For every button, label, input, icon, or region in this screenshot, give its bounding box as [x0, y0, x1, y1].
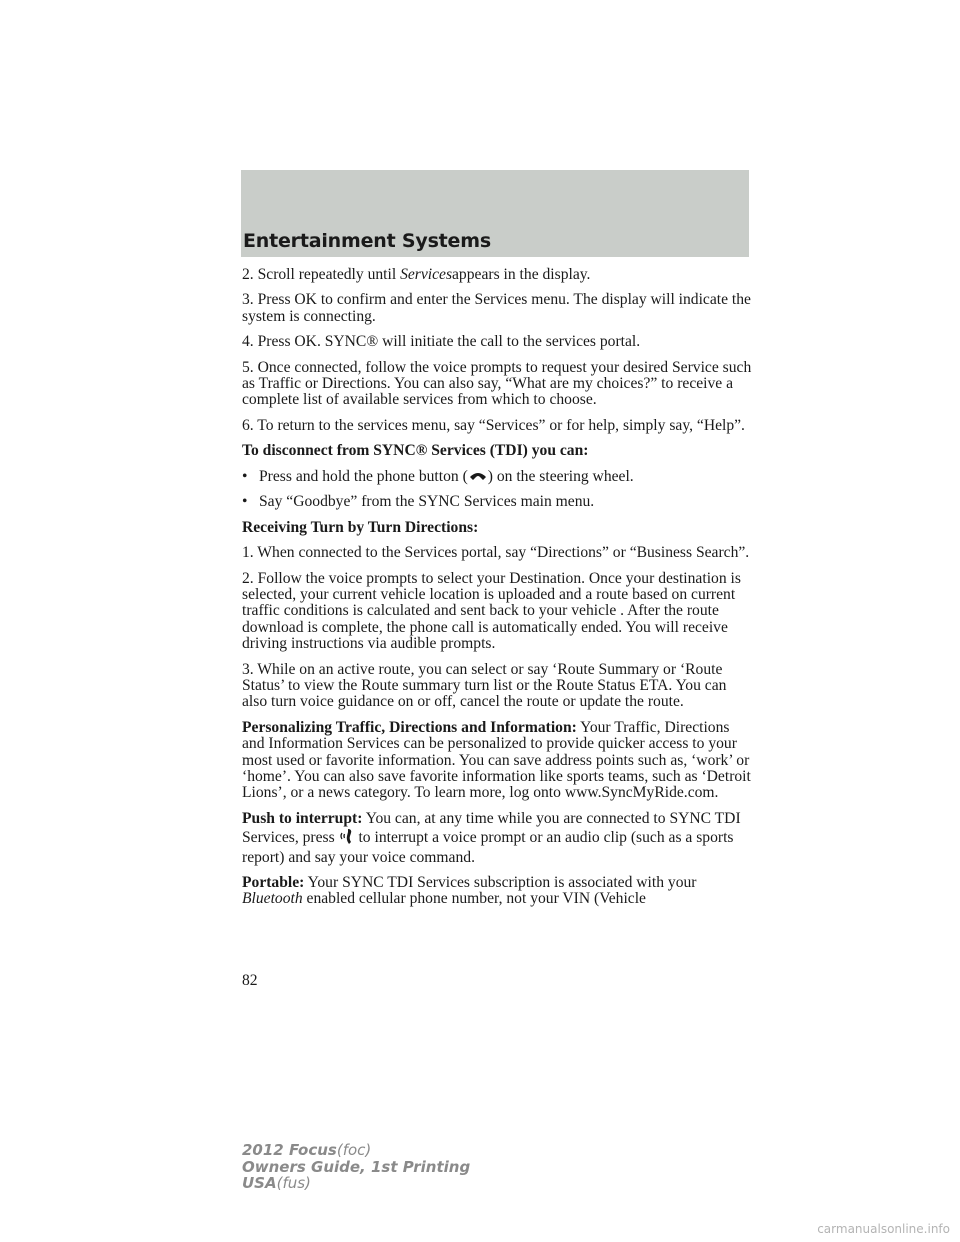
bullet-item: • Press and hold the phone button ( ) on the steering wheel.: [242, 467, 634, 485]
personalizing-paragraph: Personalizing Traffic, Directions and Information: Your Traffic, Directions and Information Services can be personalized to provide quicker access to your most used or favorite information. You can save address points such as, ‘work’ or ‘home’. You can also save favorite information like sports teams, such as ‘Detroit Lions’, or a news category. To learn more, log onto www.SyncMyRide.com.: [242, 718, 751, 802]
push-to-interrupt-paragraph: Push to interrupt: You can, at any time while you are connected to SYNC TDI Services, press to interrupt a voice prompt or an audio clip (such as a sports report) and say your voice command.: [242, 809, 741, 866]
page-number: 82: [242, 972, 258, 989]
document-footer: 2012 Focus(foc) Owners Guide, 1st Printing USA(fus): [242, 1141, 471, 1192]
turn-step-2: 2. Follow the voice prompts to select your Destination. Once your destination is selected, your current vehicle location is uploaded and a route based on current traffic conditions is calculated and sent back to your vehicle . After the route download is complete, the phone call is automatically ended. You will receive driving instructions via audible prompts.: [242, 569, 741, 653]
voice-icon: [339, 827, 355, 849]
turn-step-1: 1. When connected to the Services portal, say “Directions” or “Business Search”.: [242, 544, 750, 562]
turn-step-3: 3. While on an active route, you can select or say ‘Route Summary or ‘Route Status’ to view the Route summary turn list or the Route Status ETA. You can also turn voice guidance on or off, cancel the route or update the route.: [242, 660, 727, 711]
portable-paragraph: Portable: Your SYNC TDI Services subscription is associated with your Bluetooth enabled cellular phone number, not your VIN (Vehicle: [242, 874, 697, 908]
disconnect-heading: To disconnect from SYNC® Services (TDI) you can:: [242, 442, 589, 460]
phone-icon: [468, 469, 488, 485]
turn-by-turn-heading: Receiving Turn by Turn Directions:: [242, 518, 479, 536]
bullet-item: • Say “Goodbye” from the SYNC Services main menu.: [242, 493, 595, 511]
step-5: 5. Once connected, follow the voice prompts to request your desired Service such as Traffic or Directions. You can also say, “What are my choices?” to receive a complete list of available services from which to choose.: [242, 358, 752, 409]
section-title: Entertainment Systems: [243, 230, 491, 252]
watermark: carmanualsonline.info: [817, 1222, 950, 1236]
step-3: 3. Press OK to confirm and enter the Services menu. The display will indicate the system is connecting.: [242, 291, 751, 325]
step-6: 6. To return to the services menu, say “Services” or for help, simply say, “Help”.: [242, 416, 745, 434]
step-4: 4. Press OK. SYNC® will initiate the call to the services portal.: [242, 333, 641, 351]
page-content: [242, 267, 754, 917]
step-2: 2. Scroll repeatedly until Servicesappears in the display.: [242, 266, 591, 283]
